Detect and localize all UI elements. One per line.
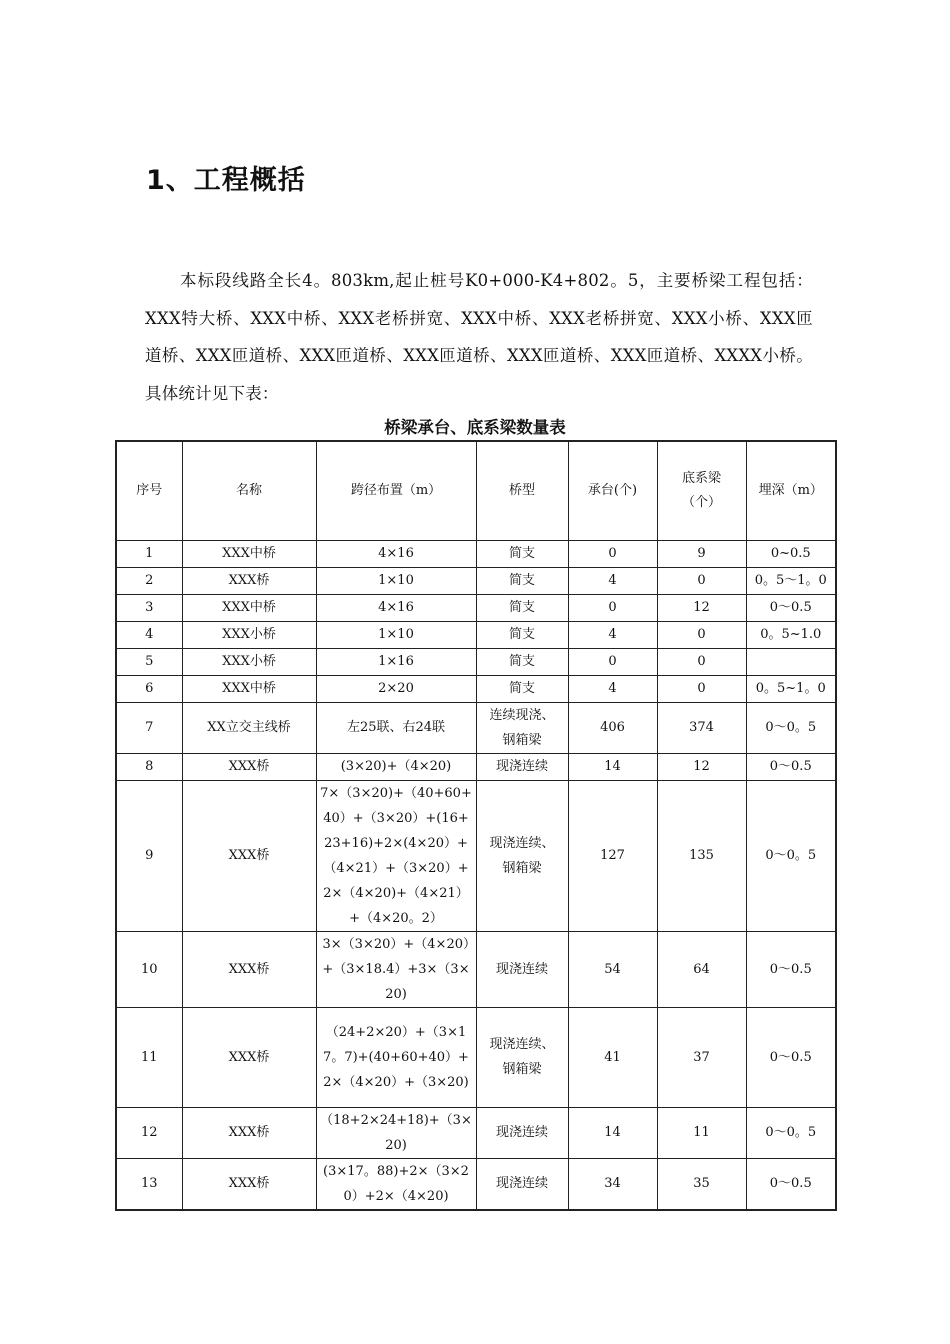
table-row xyxy=(116,1007,836,1107)
row-name-cell: XXX中桥 xyxy=(182,540,316,567)
row-pile-cap-cell: 4 xyxy=(568,621,657,648)
row-depth-cell: 0～0.5 xyxy=(746,1158,836,1210)
row-depth-cell: 0～0。5 xyxy=(746,702,836,753)
row-span-cell: 左25联、右24联 xyxy=(316,702,476,753)
header-cell-span: 跨径布置（m） xyxy=(316,441,476,540)
row-span-cell: 2×20 xyxy=(316,675,476,702)
table-row xyxy=(116,931,836,1007)
row-index-cell: 7 xyxy=(116,702,182,753)
row-pile-cap-cell: 4 xyxy=(568,567,657,594)
row-tie-beam-cell: 11 xyxy=(657,1107,746,1158)
row-pile-cap-cell: 127 xyxy=(568,780,657,931)
row-tie-beam-cell: 0 xyxy=(657,675,746,702)
table-row xyxy=(116,702,836,753)
row-name-cell: XX立交主线桥 xyxy=(182,702,316,753)
table-row xyxy=(116,567,836,594)
row-tie-beam-cell: 12 xyxy=(657,594,746,621)
row-span-cell: 1×10 xyxy=(316,621,476,648)
row-tie-beam-cell: 64 xyxy=(657,931,746,1007)
header-cell-type: 桥型 xyxy=(476,441,568,540)
header-cell-index: 序号 xyxy=(116,441,182,540)
row-pile-cap-cell: 0 xyxy=(568,594,657,621)
table-row xyxy=(116,540,836,567)
row-type-cell: 现浇连续 xyxy=(476,931,568,1007)
row-type-cell: 简支 xyxy=(476,567,568,594)
header-cell-pile-cap: 承台(个) xyxy=(568,441,657,540)
row-depth-cell: 0～0。5 xyxy=(746,1107,836,1158)
row-pile-cap-cell: 0 xyxy=(568,648,657,675)
row-depth-cell: 0～0.5 xyxy=(746,931,836,1007)
row-pile-cap-cell: 14 xyxy=(568,753,657,780)
row-pile-cap-cell: 41 xyxy=(568,1007,657,1107)
row-span-cell: 1×16 xyxy=(316,648,476,675)
row-span-cell: (3×17。88)+2×（3×20）+2×（4×20) xyxy=(316,1158,476,1210)
header-cell-tie-beam: 底系梁（个） xyxy=(657,441,746,540)
row-pile-cap-cell: 34 xyxy=(568,1158,657,1210)
row-type-cell: 现浇连续、钢箱梁 xyxy=(476,780,568,931)
header-cell-depth: 埋深（m） xyxy=(746,441,836,540)
row-depth-cell: 0。5～1。0 xyxy=(746,567,836,594)
row-depth-cell: 0～0。5 xyxy=(746,780,836,931)
row-name-cell: XXX桥 xyxy=(182,931,316,1007)
row-index-cell: 9 xyxy=(116,780,182,931)
row-pile-cap-cell: 406 xyxy=(568,702,657,753)
row-tie-beam-cell: 0 xyxy=(657,648,746,675)
row-index-cell: 2 xyxy=(116,567,182,594)
row-index-cell: 13 xyxy=(116,1158,182,1210)
row-index-cell: 3 xyxy=(116,594,182,621)
row-depth-cell: 0～0.5 xyxy=(746,753,836,780)
row-span-cell: 7×（3×20)+（40+60+40）+（3×20）+(16+23+16)+2×(4×20）+（4×21）+（3×20）+2×（4×20)+（4×21）+（4×20。2） xyxy=(316,780,476,931)
row-name-cell: XXX桥 xyxy=(182,1158,316,1210)
row-depth-cell: 0～0.5 xyxy=(746,594,836,621)
row-index-cell: 5 xyxy=(116,648,182,675)
table-row xyxy=(116,780,836,931)
row-type-cell: 简支 xyxy=(476,675,568,702)
row-type-cell: 简支 xyxy=(476,621,568,648)
row-name-cell: XXX桥 xyxy=(182,1107,316,1158)
row-pile-cap-cell: 14 xyxy=(568,1107,657,1158)
row-depth-cell: 0。5~1。0 xyxy=(746,675,836,702)
row-type-cell: 简支 xyxy=(476,648,568,675)
row-type-cell: 现浇连续、钢箱梁 xyxy=(476,1007,568,1107)
table-row xyxy=(116,594,836,621)
row-name-cell: XXX中桥 xyxy=(182,675,316,702)
row-tie-beam-cell: 0 xyxy=(657,567,746,594)
row-tie-beam-cell: 12 xyxy=(657,753,746,780)
row-depth-cell: 0~0.5 xyxy=(746,540,836,567)
intro-paragraph xyxy=(145,262,813,412)
row-type-cell: 简支 xyxy=(476,540,568,567)
row-depth-cell: 0～0.5 xyxy=(746,1007,836,1107)
row-index-cell: 10 xyxy=(116,931,182,1007)
section-heading: 1、工程概括 xyxy=(146,165,306,196)
row-span-cell: 4×16 xyxy=(316,594,476,621)
row-pile-cap-cell: 0 xyxy=(568,540,657,567)
row-type-cell: 现浇连续 xyxy=(476,1107,568,1158)
row-pile-cap-cell: 54 xyxy=(568,931,657,1007)
row-pile-cap-cell: 4 xyxy=(568,675,657,702)
row-index-cell: 12 xyxy=(116,1107,182,1158)
header-cell-name: 名称 xyxy=(182,441,316,540)
row-index-cell: 11 xyxy=(116,1007,182,1107)
intro-text: 本标段线路全长4。803km,起止桩号K0+000-K4+802。5，主要桥梁工程包括：XXX特大桥、XXX中桥、XXX老桥拼宽、XXX中桥、XXX老桥拼宽、XXX小桥、XXX匝道桥、XXX匝道桥、XXX匝道桥、XXX匝道桥、XXX匝道桥、XXX匝道桥、XXXX小桥。具体统计见下表： xyxy=(145,271,813,403)
row-tie-beam-cell: 35 xyxy=(657,1158,746,1210)
row-span-cell: 1×10 xyxy=(316,567,476,594)
row-name-cell: XXX小桥 xyxy=(182,648,316,675)
row-index-cell: 4 xyxy=(116,621,182,648)
row-name-cell: XXX桥 xyxy=(182,567,316,594)
table-row xyxy=(116,621,836,648)
table-row xyxy=(116,1107,836,1158)
table-row xyxy=(116,675,836,702)
row-index-cell: 1 xyxy=(116,540,182,567)
table-row xyxy=(116,753,836,780)
row-name-cell: XXX桥 xyxy=(182,753,316,780)
table-header-row xyxy=(116,441,836,540)
row-span-cell: (3×20)+（4×20) xyxy=(316,753,476,780)
row-type-cell: 连续现浇、钢箱梁 xyxy=(476,702,568,753)
table-row xyxy=(116,648,836,675)
row-name-cell: XXX中桥 xyxy=(182,594,316,621)
row-span-cell: （24+2×20）+（3×17。7)+(40+60+40）+2×（4×20）+（3×20) xyxy=(316,1007,476,1107)
row-name-cell: XXX小桥 xyxy=(182,621,316,648)
row-tie-beam-cell: 9 xyxy=(657,540,746,567)
row-type-cell: 现浇连续 xyxy=(476,753,568,780)
row-depth-cell xyxy=(746,648,836,675)
row-index-cell: 8 xyxy=(116,753,182,780)
table-row xyxy=(116,1158,836,1210)
table-caption: 桥梁承台、底系梁数量表 xyxy=(384,418,566,437)
row-tie-beam-cell: 0 xyxy=(657,621,746,648)
row-tie-beam-cell: 37 xyxy=(657,1007,746,1107)
row-type-cell: 简支 xyxy=(476,594,568,621)
row-tie-beam-cell: 135 xyxy=(657,780,746,931)
row-index-cell: 6 xyxy=(116,675,182,702)
row-name-cell: XXX桥 xyxy=(182,1007,316,1107)
row-name-cell: XXX桥 xyxy=(182,780,316,931)
row-span-cell: 3×（3×20）+（4×20）+（3×18.4）+3×（3×20) xyxy=(316,931,476,1007)
bridge-quantity-table xyxy=(115,440,837,1211)
row-span-cell: （18+2×24+18)+（3×20) xyxy=(316,1107,476,1158)
row-type-cell: 现浇连续 xyxy=(476,1158,568,1210)
row-span-cell: 4×16 xyxy=(316,540,476,567)
row-depth-cell: 0。5~1.0 xyxy=(746,621,836,648)
row-tie-beam-cell: 374 xyxy=(657,702,746,753)
